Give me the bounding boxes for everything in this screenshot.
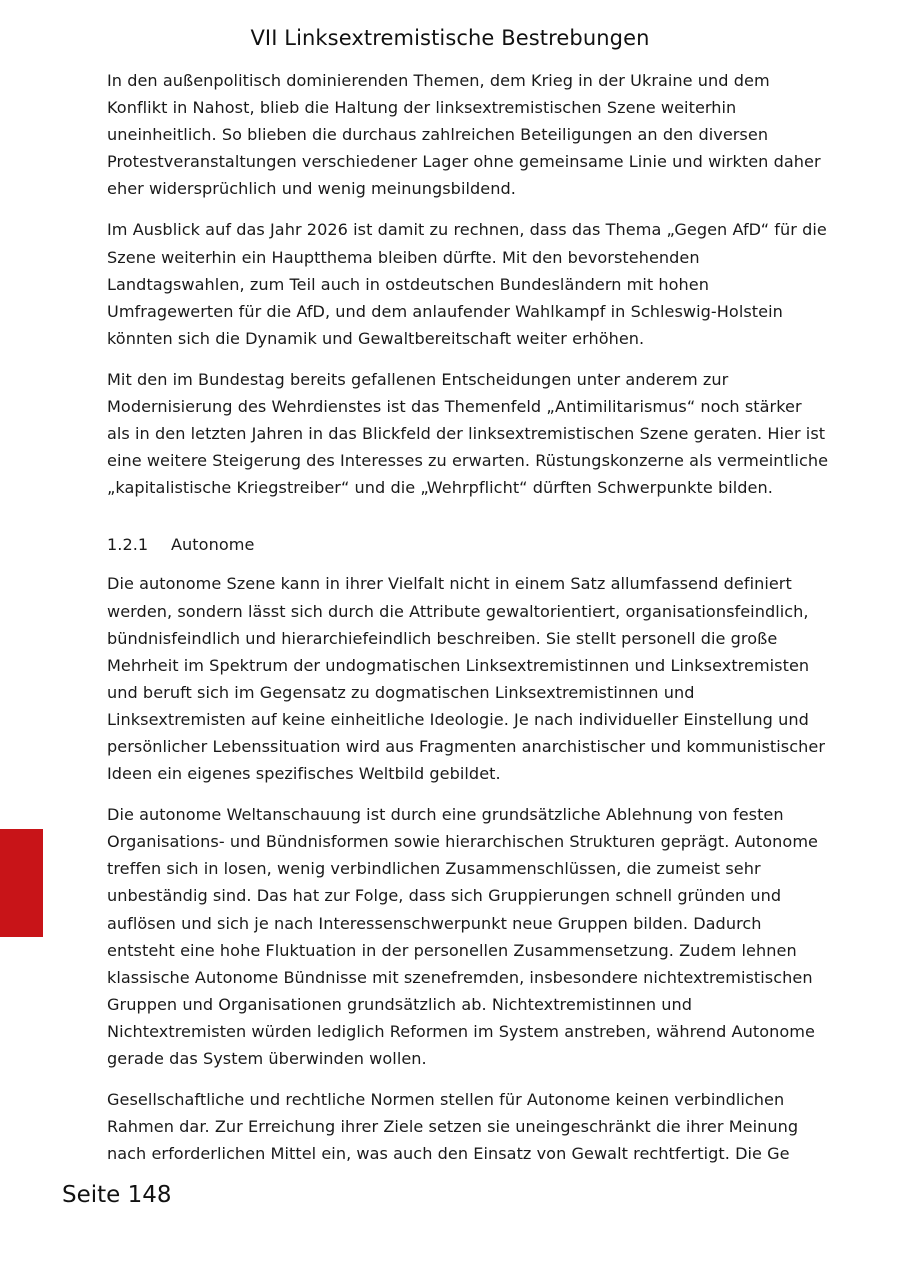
paragraph-antimilitarismus: Mit den im Bundestag bereits gefallenen Entscheidungen unter anderem zur Modernisierung des Wehrdienstes ist das Themenfeld „Antimilitarismus“ noch stärker als in den letzten Jahren in das Blickfeld der linksextremistischen Szene geraten. Hier ist eine weitere Steigerung des Interesses zu erwarten. Rüstungskonzerne als vermeintliche „kapitalistische Kriegstreiber“ und die „Wehrpflicht“ dürften Schwerpunkte bilden. (107, 369, 829, 498)
document-body (107, 67, 829, 1181)
section-title: Autonome (171, 535, 255, 555)
chapter-side-marker (0, 829, 43, 937)
paragraph-normen: Gesellschaftliche und rechtliche Normen stellen für Autonome keinen verbindlichen Rahmen dar. Zur Erreichung ihrer Ziele setzen sie uneingeschränkt die ihrer Meinung nach erforderlichen Mittel ein, was auch den Einsatz von Gewalt rechtfertigt. Die Ge (107, 1090, 799, 1164)
paragraph-ukraine-nahost: In den außenpolitisch dominierenden Themen, dem Krieg in der Ukraine und dem Konflikt in Nahost, blieb die Haltung der linksextremistischen Szene weiterhin uneinheitlich. So blieben die durchaus zahlreichen Beteiligungen an den diversen Protestveranstaltungen verschiedener Lager ohne gemeinsame Linie und wirkten daher eher widersprüchlich und wenig meinungsbildend. (107, 71, 821, 199)
chapter-title: VII Linksextremistische Bestrebungen (250, 26, 650, 50)
paragraph-autonome-szene: Die autonome Szene kann in ihrer Vielfalt nicht in einem Satz allumfassend definiert werden, sondern lässt sich durch die Attribute gewaltorientiert, organisationsfeindlich, bündnisfeindlich und hierarchiefeindlich beschreiben. Sie stellt personell die große Mehrheit im Spektrum der undogmatischen Linksextremistinnen und Linksextremisten und beruft sich im Gegensatz zu dogmatischen Linksextremistinnen und Linksextremisten auf keine einheitliche Ideologie. Je nach individueller Einstellung und persönlicher Lebenssituation wird aus Fragmenten anarchistischer und kommunistischer Ideen ein eigenes spezifisches Weltbild gebildet. (107, 574, 826, 784)
paragraph-autonome-weltanschauung: Die autonome Weltanschauung ist durch eine grundsätzliche Ablehnung von festen Organisations- und Bündnisformen sowie hierarchischen Strukturen geprägt. Autonome treffen sich in losen, wenig verbindlichen Zusammenschlüssen, die zumeist sehr unbeständig sind. Das hat zur Folge, dass sich Gruppierungen schnell gründen und auflösen und sich je nach Interessenschwerpunkt neue Gruppen bilden. Dadurch entsteht eine hohe Fluktuation in der personellen Zusammensetzung. Zudem lehnen klassische Autonome Bündnisse mit szenefremden, insbesondere nichtextremistischen Gruppen und Organisationen grundsätzlich ab. Nichtextremistinnen und Nichtextremisten würden lediglich Reformen im System anstreben, während Autonome gerade das System überwinden wollen. (107, 805, 818, 1068)
section-number: 1.2.1 (107, 535, 149, 555)
section-heading (107, 531, 829, 558)
paragraph-ausblick-2026: Im Ausblick auf das Jahr 2026 ist damit zu rechnen, dass das Thema „Gegen AfD“ für die Szene weiterhin ein Hauptthema bleiben dürfte. Mit den bevorstehenden Landtagswahlen, zum Teil auch in ostdeutschen Bundesländern mit hohen Umfragewerten für die AfD, und dem anlaufender Wahlkampf in Schleswig-Holstein könnten sich die Dynamik und Gewaltbereitschaft weiter erhöhen. (107, 220, 827, 348)
page-number: Seite 148 (62, 1182, 172, 1208)
